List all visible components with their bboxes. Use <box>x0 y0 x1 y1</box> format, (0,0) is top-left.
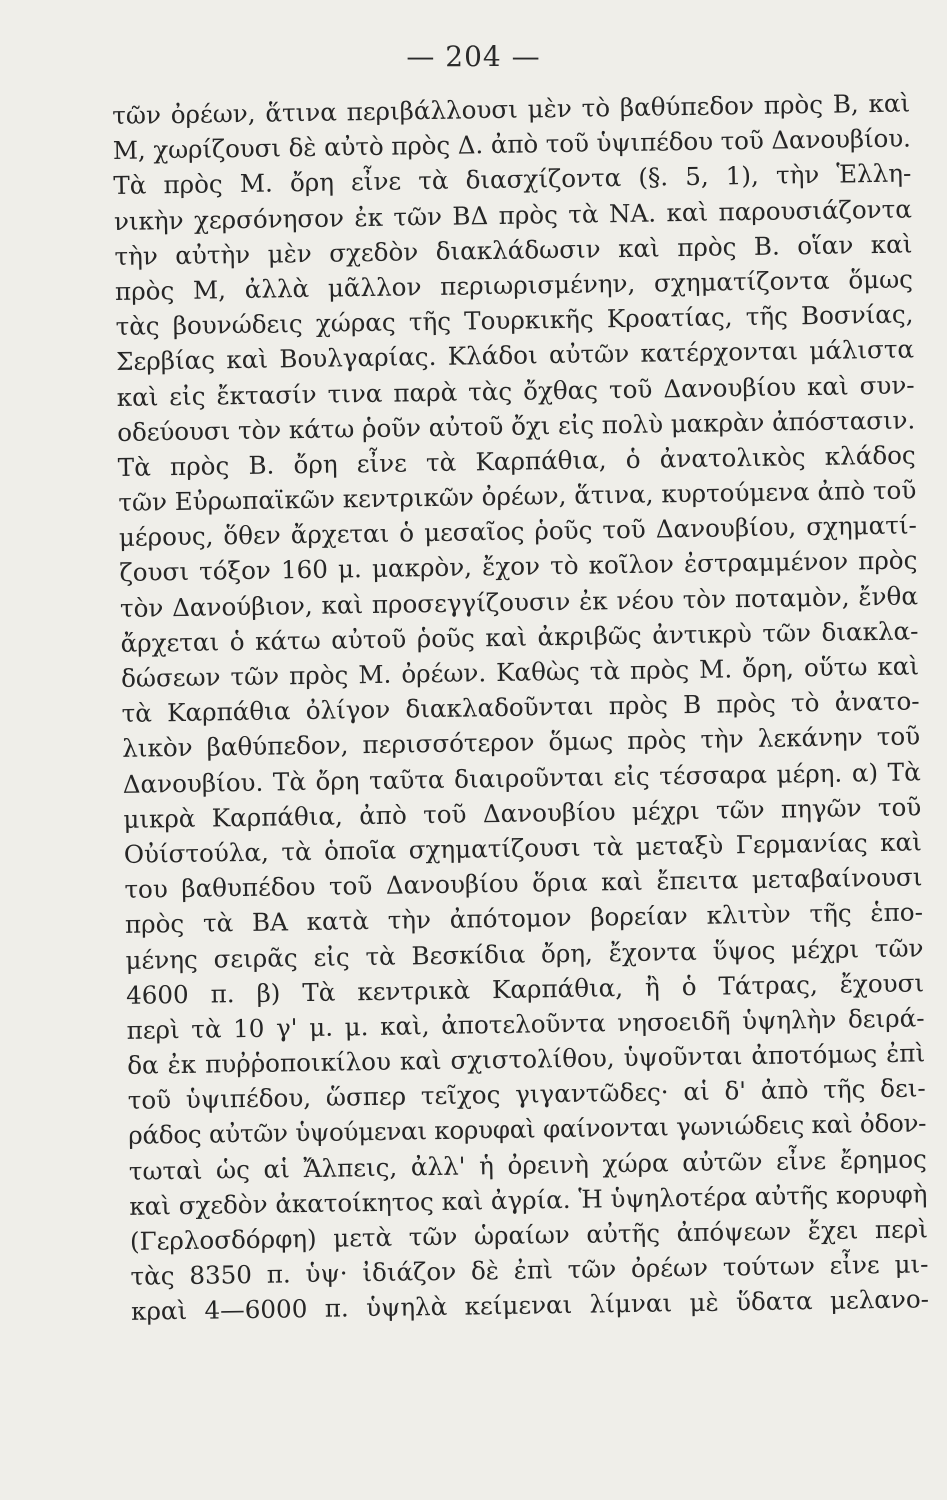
text-line: μικρὰ Καρπάθια, ἀπὸ τοῦ Δανουβίου μέχρι τῶν πηγῶν τοῦ <box>123 792 922 834</box>
text-line: δώσεων τῶν πρὸς Μ. ὀρέων. Καθὼς τὰ πρὸς Μ. ὄρη, οὕτω καὶ <box>120 651 920 693</box>
text-line: πρὸς τὰ ΒΑ κατὰ τὴν ἀπότομον βορείαν κλιτὺν τῆς ἑπο- <box>124 897 924 940</box>
text-line: τὴν αὐτὴν μὲν σχεδὸν διακλάδωσιν καὶ πρὸς Β. οἵαν καὶ <box>114 229 913 271</box>
body-text <box>112 85 929 1329</box>
text-line: πρὸς Μ, ἀλλὰ μᾶλλον περιωρισμένην, σχηματίζοντα ὅμως <box>114 264 914 306</box>
text-line: νικὴν χερσόνησον ἐκ τῶν ΒΔ πρὸς τὰ ΝΑ. καὶ παρουσιάζοντα <box>113 194 913 236</box>
text-line: (Γερλοσδόρφη) μετὰ τῶν ὡραίων αὐτῆς ἀπόψεων ἔχει περὶ <box>129 1214 929 1256</box>
text-line: οδεύουσι τὸν κάτω ῥοῦν αὐτοῦ ὄχι εἰς πολὺ μακρὰν ἀπόστασιν. <box>117 405 916 447</box>
text-line: Μ, χωρίζουσι δὲ αὐτὸ πρὸς Δ. ἀπὸ τοῦ ὑψιπέδου τοῦ Δανουβίου. <box>112 123 911 166</box>
text-line: τὸν Δανούβιον, καὶ προσεγγίζουσιν ἐκ νέου τὸν ποταμὸν, ἔνθα <box>119 581 919 623</box>
text-line: Οὐίστούλα, τὰ ὁποῖα σχηματίζουσι τὰ μεταξὺ Γερμανίας καὶ <box>123 827 923 869</box>
page-number: — 204 — <box>406 40 541 73</box>
text-line: τῶν Εὐρωπαϊκῶν κεντρικῶν ὀρέων, ἅτινα, κυρτούμενα ἀπὸ τοῦ <box>118 475 917 518</box>
text-line: καὶ εἰς ἔκτασίν τινα παρὰ τὰς ὄχθας τοῦ Δανουβίου καὶ συν- <box>116 369 915 412</box>
text-line: τὰς 8350 π. ὑψ· ἰδιάζον δὲ ἐπὶ τῶν ὀρέων τούτων εἶνε μι- <box>130 1249 929 1292</box>
text-line: Τὰ πρὸς Β. ὄρη εἶνε τὰ Καρπάθια, ὁ ἀνατολικὸς κλάδος <box>117 440 916 482</box>
text-line: μένης σειρᾶς εἰς τὰ Βεσκίδια ὄρη, ἔχοντα ὕψος μέχρι τῶν <box>125 932 924 975</box>
text-line: Δανουβίου. Τὰ ὄρη ταῦτα διαιροῦνται εἰς τέσσαρα μέρη. α) Τὰ <box>122 756 921 799</box>
text-line: ἄρχεται ὁ κάτω αὐτοῦ ῥοῦς καὶ ἀκριβῶς ἀντικρὺ τῶν διακλα- <box>120 616 919 658</box>
text-line: Σερβίας καὶ Βουλγαρίας. Κλάδοι αὐτῶν κατέρχονται μάλιστα <box>115 334 915 377</box>
text-line: ζουσι τόξον 160 μ. μακρὸν, ἔχον τὸ κοῖλον ἐστραμμένον πρὸς <box>119 545 918 588</box>
text-line: τὰ Καρπάθια ὀλίγον διακλαδοῦνται πρὸς Β πρὸς τὸ ἀνατο- <box>121 686 920 729</box>
text-line: 4600 π. β) Τὰ κεντρικὰ Καρπάθια, ἢ ὁ Τάτρας, ἔχουσι <box>125 968 925 1010</box>
text-line: τοῦ ὑψιπέδου, ὥσπερ τεῖχος γιγαντῶδες· αἱ δ' ἀπὸ τῆς δει- <box>127 1073 926 1116</box>
text-line: δα ἐκ πυῤῥοποικίλου καὶ σχιστολίθου, ὑψοῦνται ἀποτόμως ἐπὶ <box>126 1038 926 1080</box>
text-line: Τὰ πρὸς Μ. ὄρη εἶνε τὰ διασχίζοντα (§. 5, 1), τὴν Ἑλλη- <box>113 158 912 201</box>
text-line: ράδος αὐτῶν ὑψούμεναι κορυφαὶ φαίνονται γωνιώδεις καὶ ὀδον- <box>128 1108 927 1151</box>
text-line: του βαθυπέδου τοῦ Δανουβίου ὅρια καὶ ἔπειτα μεταβαίνουσι <box>124 862 923 905</box>
text-line: περὶ τὰ 10 γ' μ. μ. καὶ, ἀποτελοῦντα νησοειδῆ ὑψηλὴν δειρά- <box>126 1003 925 1045</box>
text-line: καὶ σχεδὸν ἀκατοίκητος καὶ ἀγρία. Ἡ ὑψηλοτέρα αὐτῆς κορυφὴ <box>129 1179 928 1221</box>
text-line: λικὸν βαθύπεδον, περισσότερον ὅμως πρὸς τὴν λεκάνην τοῦ <box>121 721 921 764</box>
text-line: κραὶ 4—6000 π. ὑψηλὰ κείμεναι λίμναι μὲ ὕδατα μελανο- <box>130 1284 930 1327</box>
text-line: τὰς βουνώδεις χώρας τῆς Τουρκικῆς Κροατίας, τῆς Βοσνίας, <box>115 299 914 342</box>
text-line: τῶν ὀρέων, ἅτινα περιβάλλουσι μὲν τὸ βαθύπεδον πρὸς Β, καὶ <box>112 88 911 130</box>
text-line: τωταὶ ὡς αἱ Ἄλπεις, ἀλλ' ἡ ὀρεινὴ χώρα αὐτῶν εἶνε ἔρημος <box>128 1143 927 1186</box>
text-line: μέρους, ὅθεν ἄρχεται ὁ μεσαῖος ῥοῦς τοῦ Δανουβίου, σχηματί- <box>118 510 918 553</box>
